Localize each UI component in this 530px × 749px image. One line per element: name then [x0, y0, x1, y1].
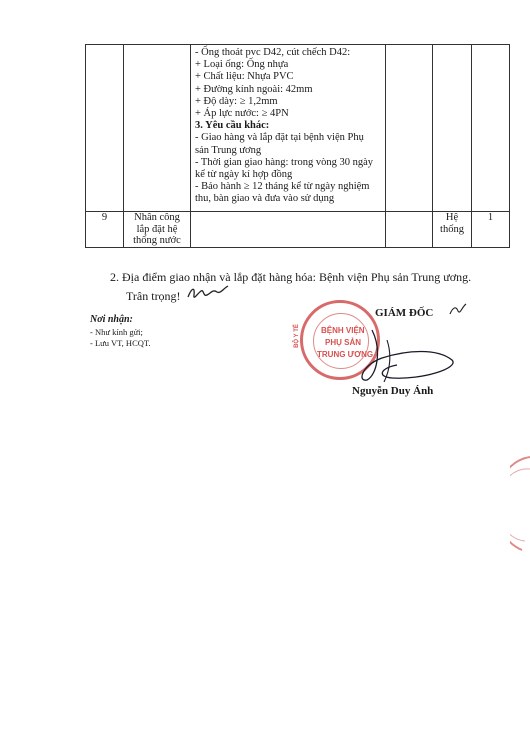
initials-signature: [186, 283, 230, 303]
cell-no: 9: [86, 212, 124, 248]
cell-no: [86, 45, 124, 212]
other-line: - Giao hàng và lắp đặt tại bệnh viện Phụ: [195, 132, 364, 144]
seal-side-text: BỘ Y TẾ: [293, 324, 300, 348]
unit-line: thống: [440, 223, 464, 235]
recipients-label: Nơi nhận:: [90, 314, 133, 325]
table-row: [86, 212, 510, 248]
recipient-item: - Lưu VT, HCQT.: [90, 338, 151, 348]
specification-table: [85, 44, 510, 248]
cell-name: [124, 212, 191, 248]
cell-extra: [433, 45, 472, 212]
other-line: thu, bàn giao và đưa vào sử dụng: [195, 193, 335, 205]
name-line: thống nước: [133, 235, 181, 246]
seal-text: TRUNG ƯƠNG: [317, 350, 374, 359]
director-name: Nguyễn Duy Ánh: [352, 385, 434, 397]
cell-description: [191, 45, 386, 212]
cell-unit: [433, 212, 472, 248]
director-title: GIÁM ĐỐC: [375, 307, 434, 319]
other-line: - Bảo hành ≥ 12 tháng kể từ ngày nghiệm: [195, 181, 370, 193]
other-requirements-heading: 3. Yêu cầu khác:: [195, 120, 270, 132]
cell-qty: 1: [472, 212, 510, 248]
name-line: lắp đặt hệ: [136, 223, 178, 235]
edge-seal-fragment: [510, 455, 530, 555]
desc-line: + Độ dày: ≥ 1,2mm: [195, 95, 278, 107]
cell-unit: [386, 45, 433, 212]
desc-line: + Chất liệu: Nhựa PVC: [195, 71, 294, 83]
director-signature: [352, 320, 462, 390]
desc-line: + Đường kính ngoài: 42mm: [195, 83, 313, 95]
recipient-item: - Như kính gửi;: [90, 327, 143, 337]
other-line: - Thời gian giao hàng: trong vòng 30 ngày: [195, 156, 373, 168]
unit-line: Hệ: [445, 212, 459, 223]
desc-line: - Ống thoát pvc D42, cút chếch D42:: [195, 47, 351, 58]
regards-text: Trân trọng!: [126, 289, 181, 303]
desc-line: + Loại ống: Ống nhựa: [195, 59, 289, 71]
seal-text: BỆNH VIỆN: [321, 326, 365, 335]
delivery-location-note: 2. Địa điểm giao nhận và lắp đặt hàng hóa: Bệnh viện Phụ sản Trung ương.: [110, 270, 472, 284]
other-line: kể từ ngày kí hợp đồng: [195, 169, 293, 181]
title-flourish: [448, 302, 468, 318]
cell-description: [191, 212, 386, 248]
cell-qty: [472, 45, 510, 212]
table-row: [86, 45, 510, 212]
name-line: Nhân công: [134, 212, 180, 223]
seal-text: PHỤ SẢN: [325, 338, 362, 347]
cell-extra: [386, 212, 433, 248]
desc-line: + Áp lực nước: ≥ 4PN: [195, 108, 289, 120]
cell-name: [124, 45, 191, 212]
other-line: sản Trung ương: [195, 144, 262, 156]
